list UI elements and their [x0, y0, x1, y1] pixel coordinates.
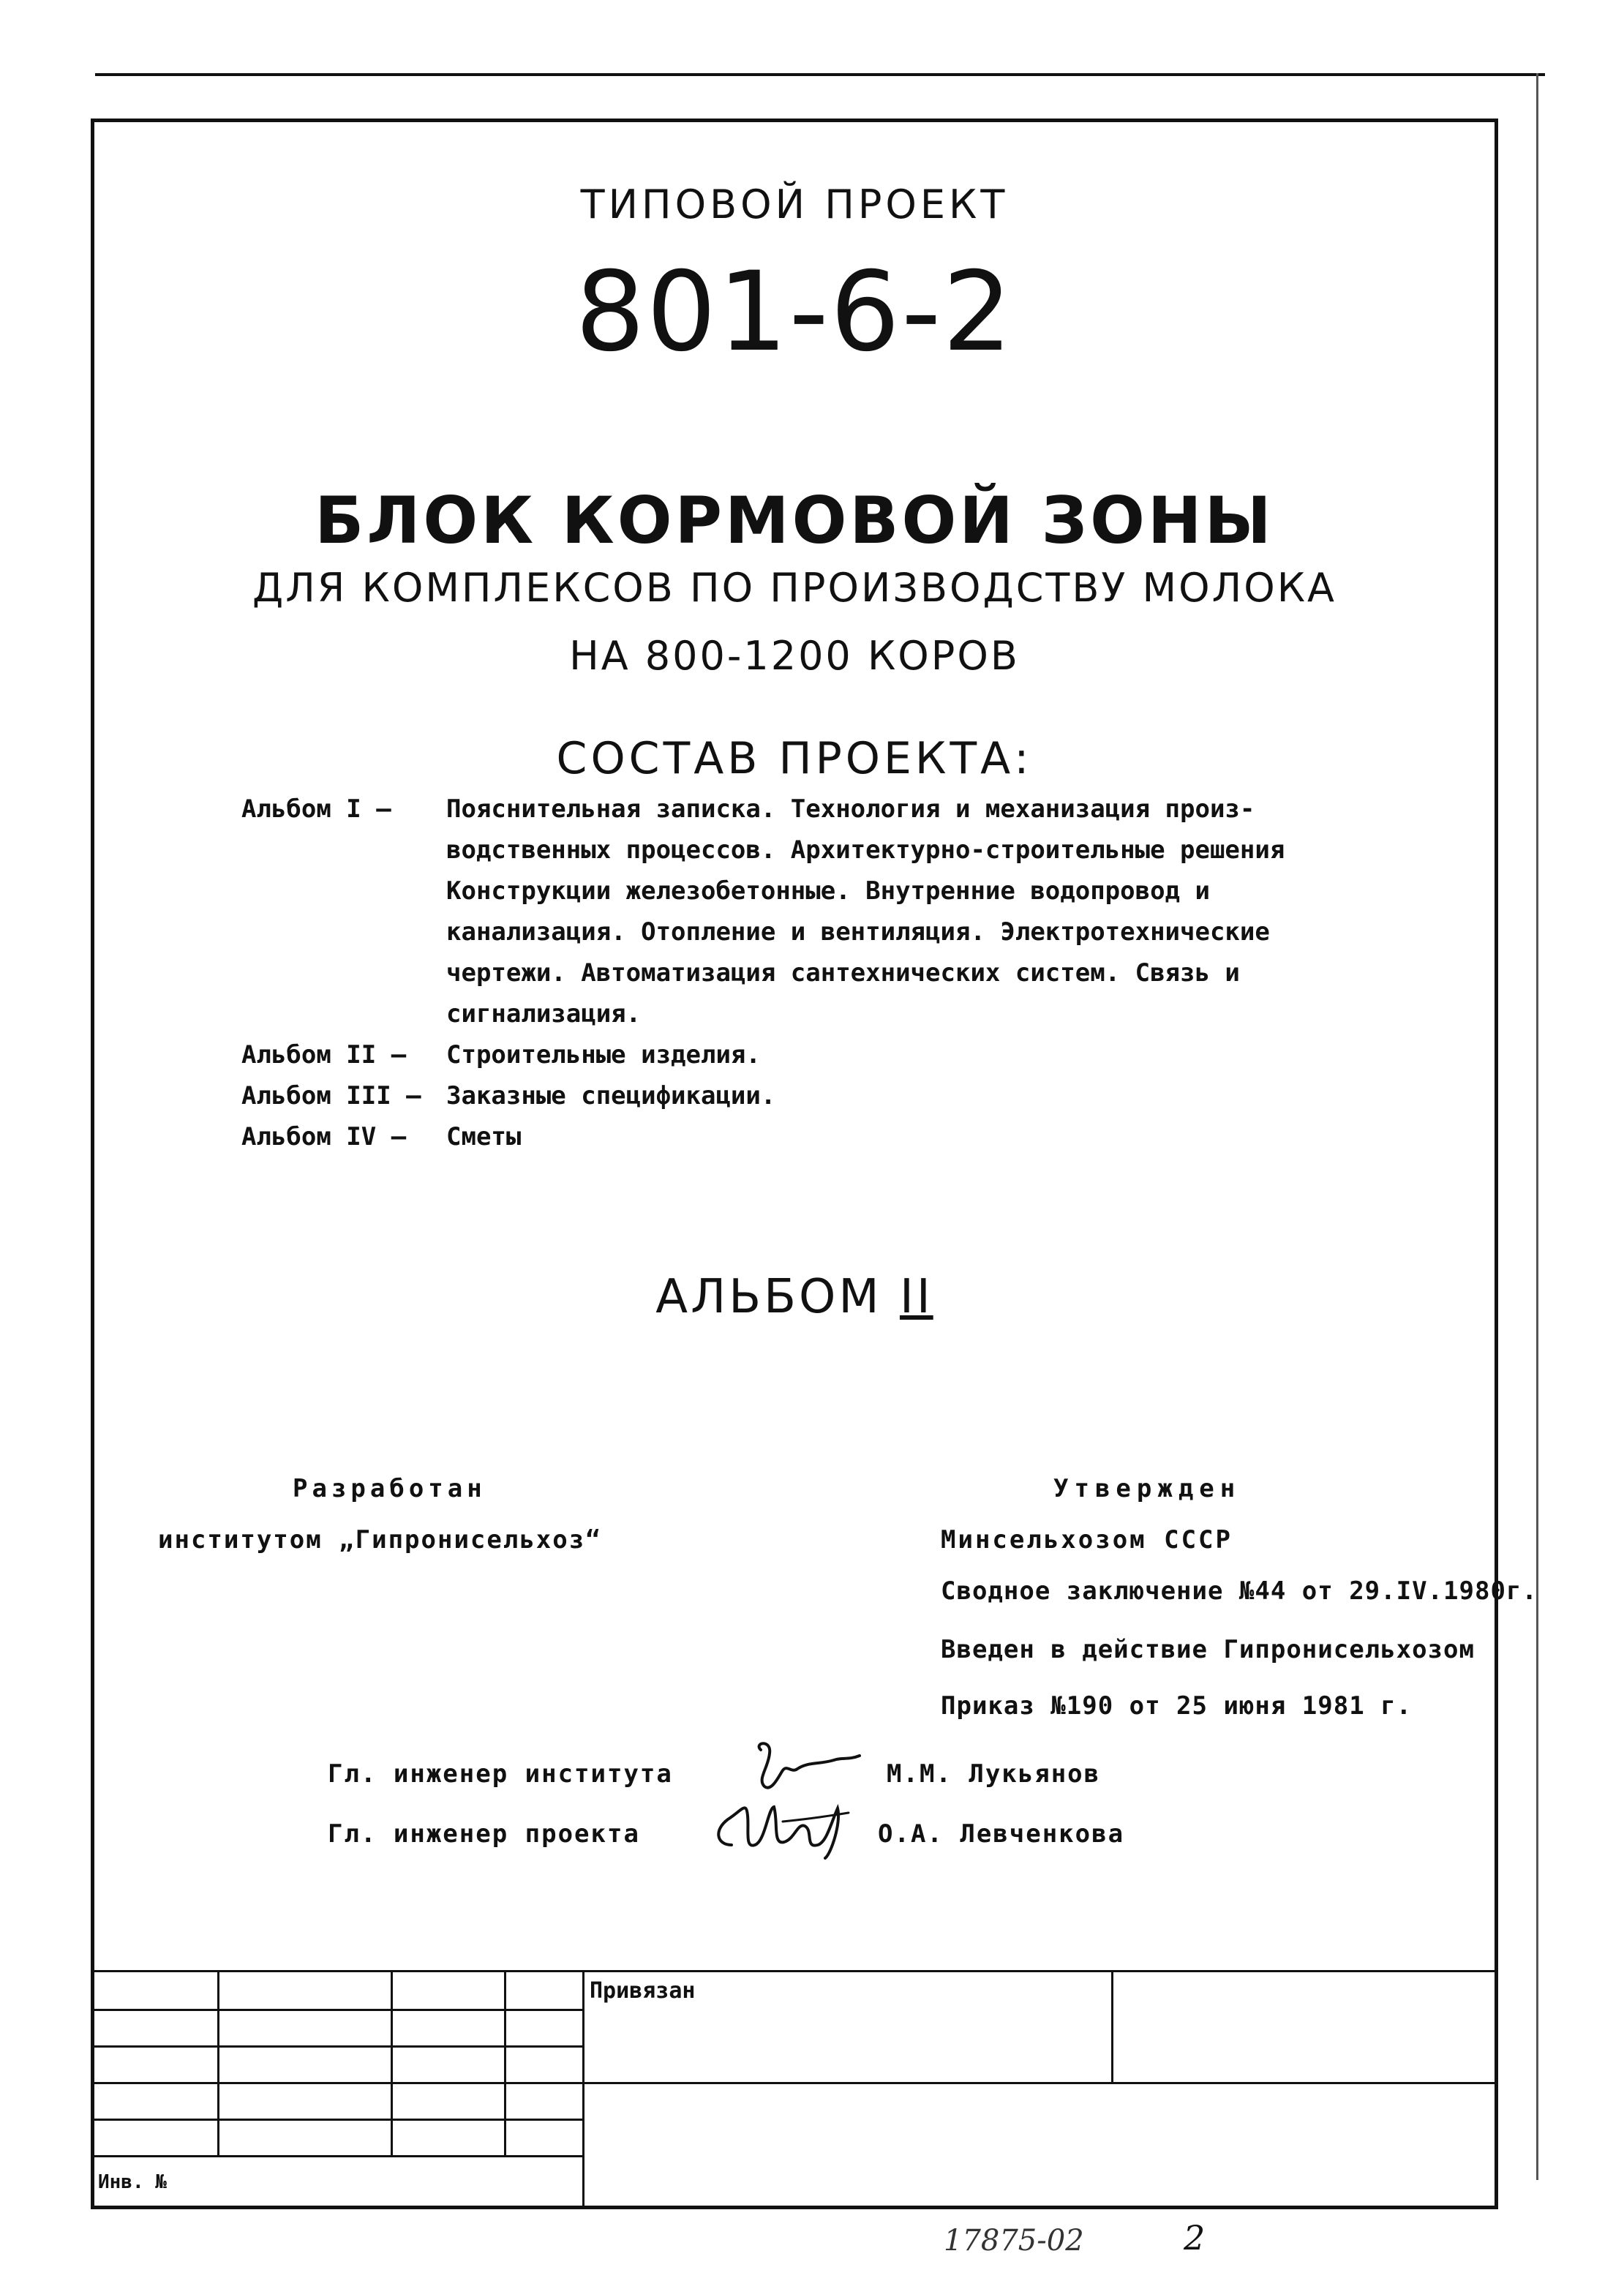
developed-heading: Разработан [293, 1474, 486, 1503]
inventory-number-label: Инв. № [98, 2171, 167, 2193]
album-row [241, 1116, 1500, 1157]
album-description [446, 789, 1500, 1034]
project-capacity: НА 800-1200 КОРОВ [569, 633, 1020, 679]
project-subtitle: ДЛЯ КОМПЛЕКСОВ ПО ПРОИЗВОДСТВУ МОЛОКА [252, 565, 1337, 611]
album-text-line: Строительные изделия. [446, 1040, 761, 1070]
drawing-frame [91, 119, 1498, 2209]
signatory-role: Гл. инженер проекта [328, 1819, 640, 1849]
attached-label: Привязан [590, 1978, 696, 2004]
album-row [241, 789, 1500, 1034]
project-title: БЛОК КОРМОВОЙ ЗОНЫ [315, 483, 1274, 558]
composition-heading: СОСТАВ ПРОЕКТА: [556, 733, 1033, 784]
handwritten-signature [739, 1735, 871, 1794]
album-description [446, 1116, 1500, 1157]
album-description [446, 1034, 1500, 1075]
album-text-line: канализация. Отопление и вентиляция. Электротехнические [446, 917, 1270, 947]
album-description [446, 1075, 1500, 1116]
album-text-line: Заказные спецификации. [446, 1081, 776, 1110]
developer-organization: институтом „Гипронисельхоз“ [158, 1525, 602, 1555]
page-top-line [95, 73, 1545, 76]
sheet-number: 2 [1184, 2218, 1206, 2258]
approving-ministry: Минсельхозом СССР [941, 1525, 1233, 1555]
album-list [241, 789, 1500, 1157]
album-label: Альбом IV – [241, 1122, 407, 1151]
album-text-line: чертежи. Автоматизация сантехнических систем. Связь и [446, 958, 1240, 988]
approved-heading: Утвержден [1053, 1474, 1241, 1503]
album-heading-prefix: АЛЬБОМ [655, 1270, 882, 1324]
album-text-line: водственных процессов. Архитектурно-строительные решения [446, 835, 1285, 865]
album-text-line: Конструкции железобетонные. Внутренние водопровод и [446, 876, 1210, 906]
album-heading-number: II [899, 1270, 933, 1324]
album-heading [91, 1270, 1498, 1324]
signatory-role: Гл. инженер института [328, 1759, 673, 1789]
signatory-name: М.М. Лукьянов [887, 1759, 1101, 1789]
archive-code: 17875-02 [944, 2224, 1084, 2258]
album-text-line: Сметы [446, 1122, 522, 1151]
handwritten-signature [702, 1794, 856, 1860]
enactment-note: Введен в действие Гипронисельхозом [941, 1635, 1475, 1664]
approval-conclusion: Сводное заключение №44 от 29.IV.1980г. [941, 1576, 1538, 1606]
signatory-name: О.А. Левченкова [878, 1819, 1125, 1849]
album-label: Альбом II – [241, 1040, 407, 1070]
album-text-line: Пояснительная записка. Технология и механизация произ- [446, 794, 1255, 824]
album-label: Альбом III – [241, 1081, 421, 1110]
series-label: ТИПОВОЙ ПРОЕКТ [580, 181, 1009, 228]
order-reference: Приказ №190 от 25 июня 1981 г. [941, 1691, 1413, 1721]
album-row [241, 1034, 1500, 1075]
album-row [241, 1075, 1500, 1116]
right-edge-line [1536, 73, 1538, 2180]
project-number: 801-6-2 [575, 249, 1014, 376]
album-text-line: сигнализация. [446, 999, 642, 1029]
album-label: Альбом I – [241, 794, 391, 824]
